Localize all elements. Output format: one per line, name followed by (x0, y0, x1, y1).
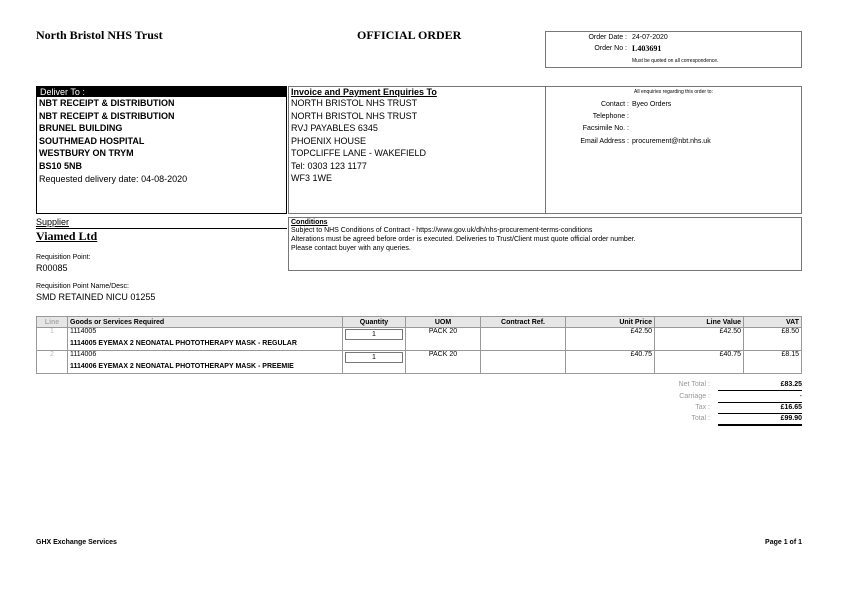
tax-row (600, 404, 802, 414)
invoice-line: NORTH BRISTOL NHS TRUST (291, 110, 418, 121)
conditions-box (288, 217, 802, 271)
invoice-heading: Invoice and Payment Enquiries To (291, 87, 437, 97)
deliver-line: BS10 5NB (39, 160, 83, 171)
contact-value: Byeo Orders (632, 101, 672, 108)
requested-delivery-date: Requested delivery date: 04-08-2020 (39, 174, 188, 184)
invoice-line: WF3 1WE (291, 173, 333, 183)
uom-cell: PACK 20 (406, 351, 481, 364)
email-label: Email Address : (580, 138, 629, 145)
deliver-line: WESTBURY ON TRYM (39, 148, 134, 158)
table-header-row (37, 317, 802, 328)
item-description: 1114006 EYEMAX 2 NEONATAL PHOTOTHERAPY MASK - PREEMIE (68, 363, 343, 374)
invoice-box (288, 86, 546, 214)
table-row (37, 351, 802, 364)
tax-label: Tax : (695, 404, 710, 411)
item-description: 1114005 EYEMAX 2 NEONATAL PHOTOTHERAPY MASK - REGULAR (68, 340, 343, 351)
table-row-desc (37, 340, 802, 351)
deliver-to-heading: Deliver To : (37, 87, 286, 97)
unit-price-cell: £42.50 (566, 328, 655, 341)
line-number: 2 (37, 351, 68, 364)
order-date: 24-07-2020 (632, 34, 668, 41)
order-note: Must be quoted on all correspondence. (632, 58, 719, 64)
invoice-line: NORTH BRISTOL NHS TRUST (291, 98, 418, 108)
condition-line: Subject to NHS Conditions of Contract - https://www.gov.uk/dh/nhs-procurement-terms-conditions (291, 227, 593, 234)
column-header: Line Value (655, 317, 744, 328)
column-header: Line (37, 317, 68, 328)
contact-label: Contact : (600, 101, 629, 108)
conditions-heading: Conditions (291, 219, 328, 226)
document-title: OFFICIAL ORDER (357, 28, 462, 42)
order-info-box (545, 31, 802, 68)
table-row (37, 328, 802, 341)
requisition-name: SMD RETAINED NICU 01255 (36, 292, 156, 302)
carriage-label: Carriage : (679, 393, 710, 400)
requisition-point-label: Requisition Point: (36, 254, 91, 261)
net-total-value: £83.25 (718, 381, 802, 391)
invoice-address (289, 97, 546, 185)
deliver-line: NBT RECEIPT & DISTRIBUTION (39, 110, 175, 121)
deliver-line: NBT RECEIPT & DISTRIBUTION (39, 98, 175, 108)
uom-cell: PACK 20 (406, 328, 481, 341)
enquiries-heading: All enquiries regarding this order to: (634, 89, 713, 95)
requisition-point: R00085 (36, 263, 68, 273)
contract-ref-cell (481, 328, 566, 341)
fax-label: Facsimile No. : (582, 125, 629, 132)
table-row-desc (37, 363, 802, 374)
total-label: Total : (691, 415, 710, 422)
quantity-cell (343, 328, 406, 341)
page-number: Page 1 of 1 (765, 539, 802, 546)
vat-cell: £8.15 (744, 351, 802, 364)
line-value-cell: £42.50 (655, 328, 744, 341)
column-header: Goods or Services Required (68, 317, 343, 328)
tax-value: £16.65 (718, 404, 802, 414)
carriage-value: - (718, 393, 802, 403)
contract-ref-cell (481, 351, 566, 364)
column-header: Unit Price (566, 317, 655, 328)
footer-left: GHX Exchange Services (36, 539, 117, 546)
total-row (600, 415, 802, 425)
item-code: 1114006 (68, 351, 343, 364)
order-number: L403691 (632, 44, 662, 53)
quantity-cell (343, 351, 406, 364)
column-header: VAT (744, 317, 802, 328)
quantity-value: 1 (345, 329, 403, 340)
net-total-label: Net Total : (678, 381, 710, 388)
unit-price-cell: £40.75 (566, 351, 655, 364)
invoice-line: RVJ PAYABLES 6345 (291, 123, 378, 133)
column-header: Quantity (343, 317, 406, 328)
order-date-label: Order Date : (588, 34, 627, 41)
line-number: 1 (37, 328, 68, 341)
order-no-label: Order No : (594, 45, 627, 52)
deliver-line: BRUNEL BUILDING (39, 123, 123, 133)
invoice-line: TOPCLIFFE LANE - WAKEFIELD (291, 148, 427, 158)
column-header: UOM (406, 317, 481, 328)
quantity-value: 1 (345, 352, 403, 363)
email-value: procurement@nbt.nhs.uk (632, 138, 711, 145)
supplier-heading: Supplier (36, 217, 70, 227)
vat-cell: £8.50 (744, 328, 802, 341)
supplier-name: Viamed Ltd (36, 229, 98, 243)
deliver-to-box (36, 86, 287, 214)
condition-line: Alterations must be agreed before order is executed. Deliveries to Trust/Client must quote official order number. (291, 236, 636, 243)
line-value-cell: £40.75 (655, 351, 744, 364)
deliver-address (37, 97, 286, 172)
invoice-line: PHOENIX HOUSE (291, 135, 367, 146)
deliver-line: SOUTHMEAD HOSPITAL (39, 135, 145, 146)
total-value: £99.90 (718, 415, 802, 426)
enquiries-box (545, 86, 802, 214)
item-code: 1114005 (68, 328, 343, 341)
telephone-label: Telephone : (592, 113, 629, 120)
trust-name: North Bristol NHS Trust (36, 28, 163, 42)
order-items-table (36, 316, 802, 374)
requisition-name-label: Requisition Point Name/Desc: (36, 283, 129, 290)
column-header: Contract Ref. (481, 317, 566, 328)
net-total-row (600, 381, 802, 391)
invoice-line: Tel: 0303 123 1177 (291, 160, 367, 171)
carriage-row (600, 393, 802, 403)
condition-line: Please contact buyer with any queries. (291, 245, 411, 252)
